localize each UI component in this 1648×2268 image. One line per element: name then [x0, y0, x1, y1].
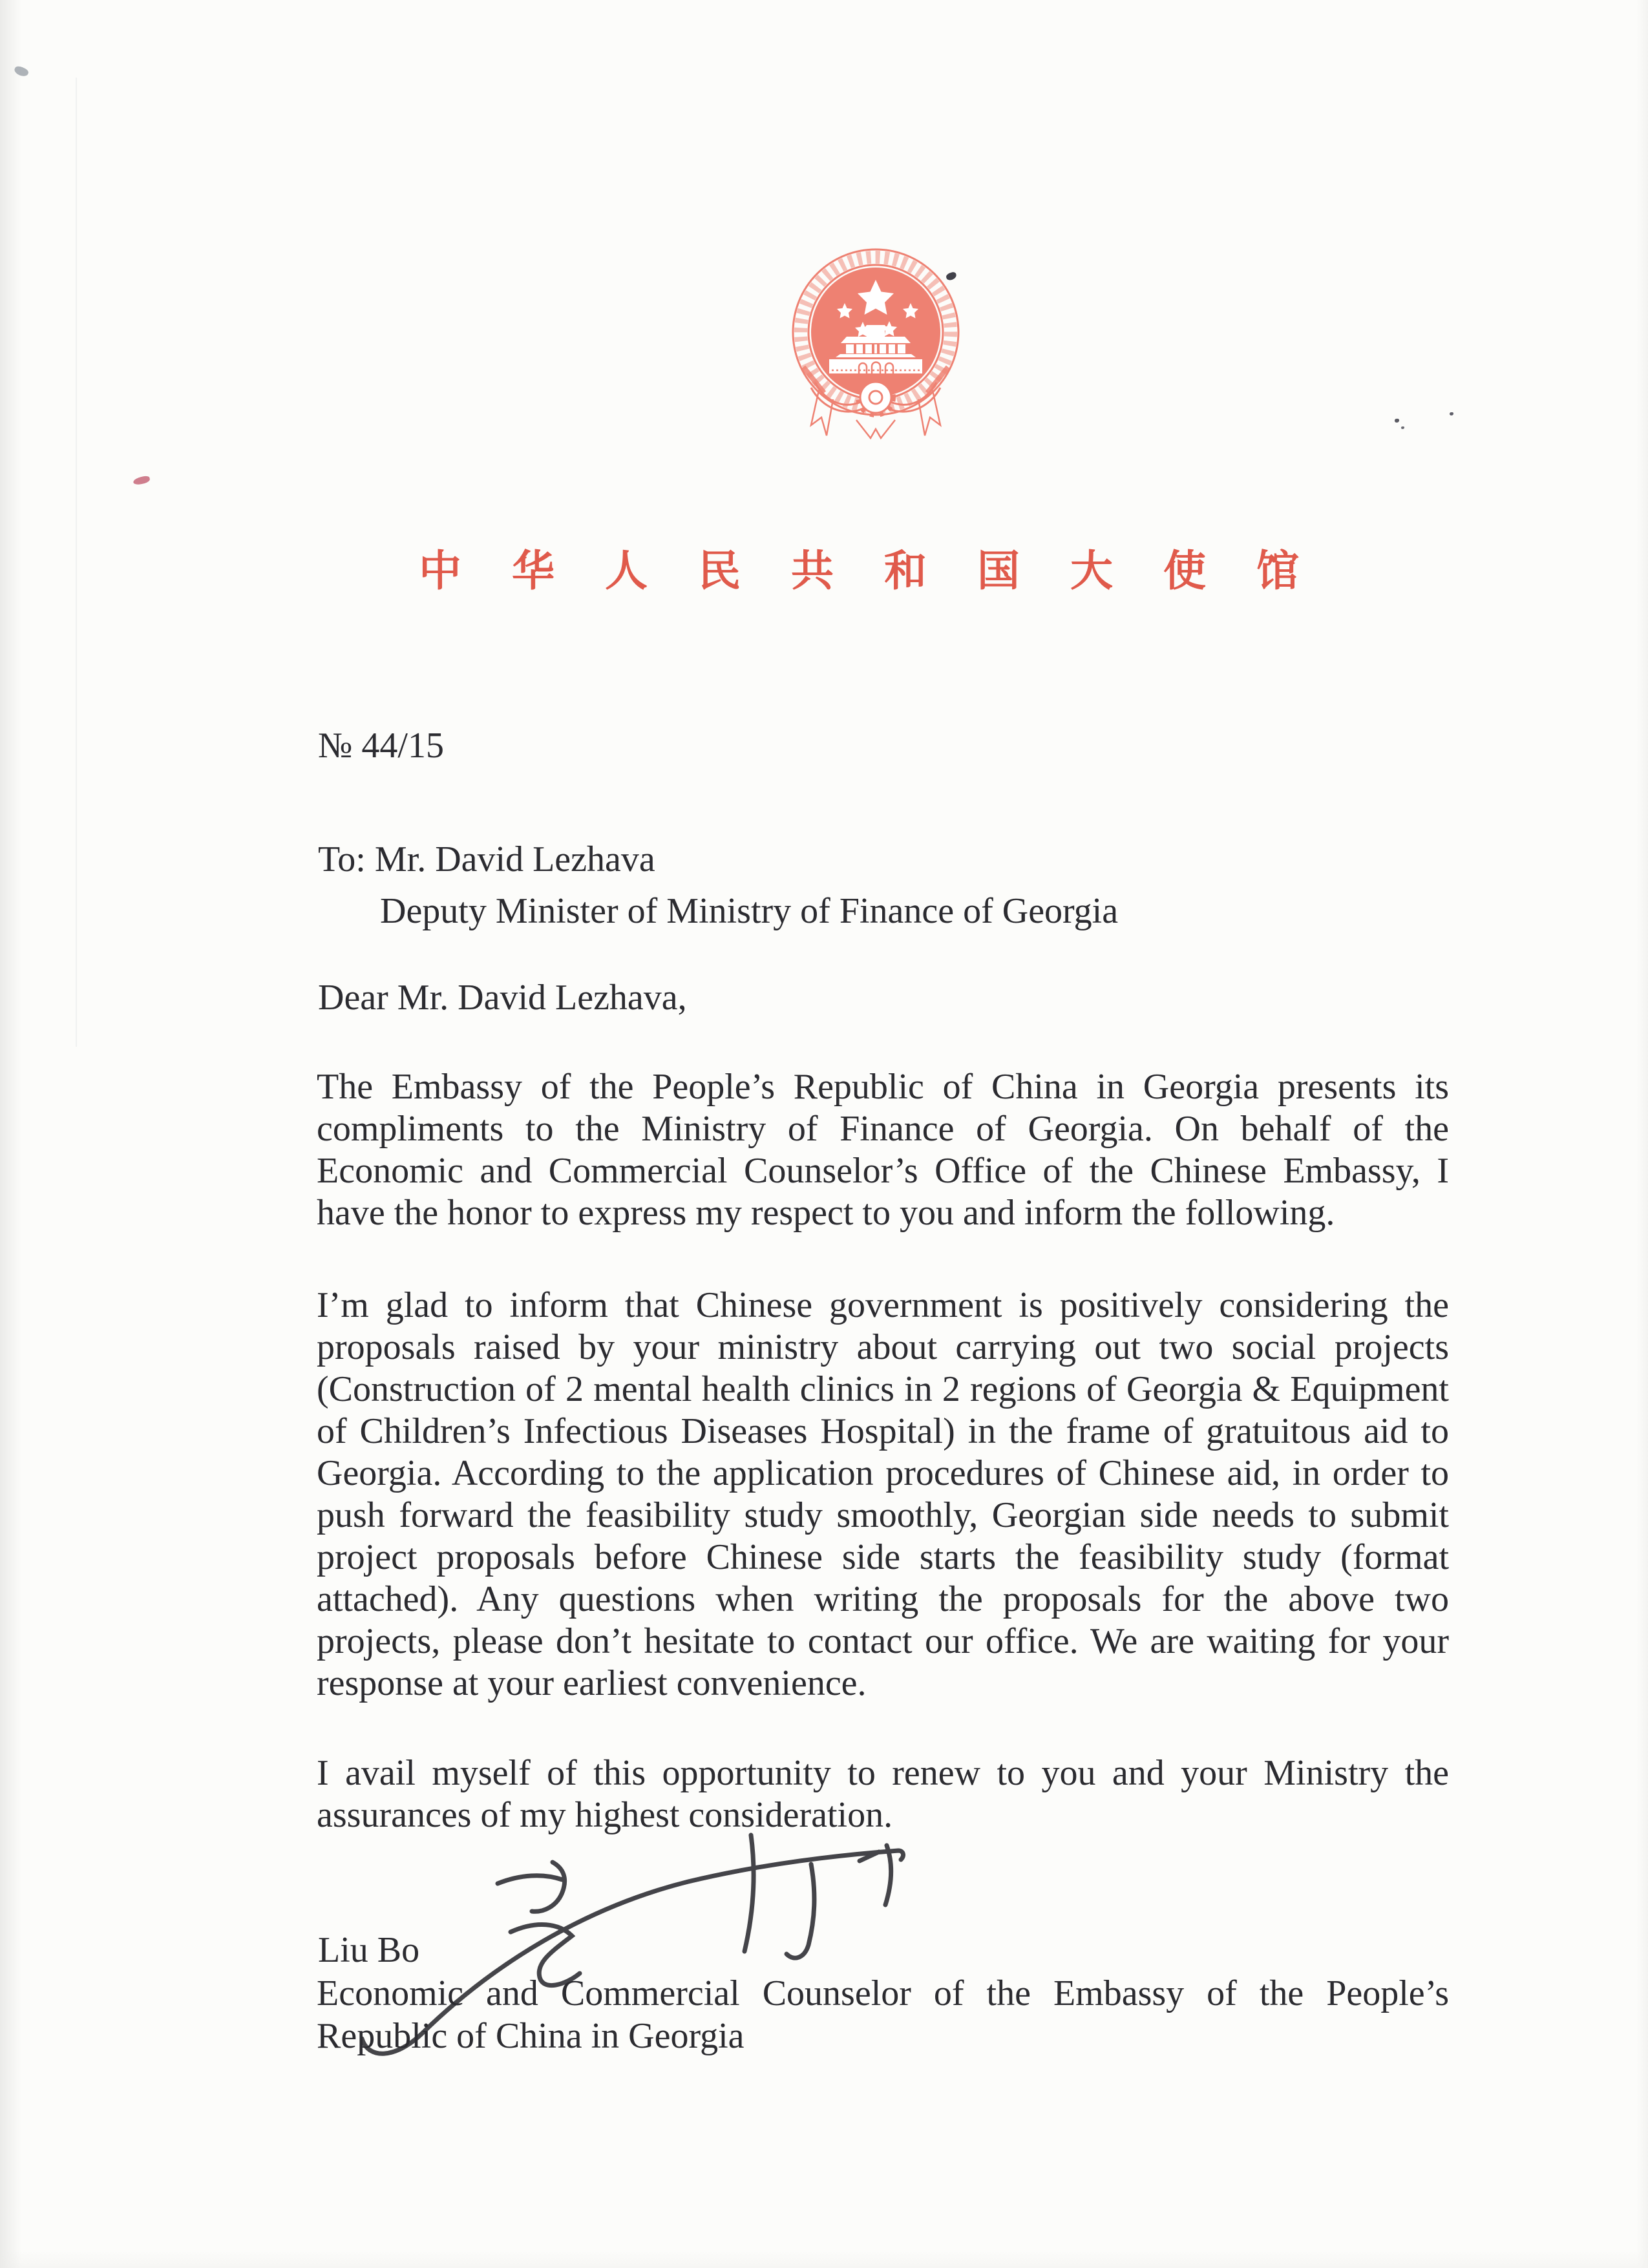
- ink-speck: [1401, 426, 1404, 429]
- signer-name: Liu Bo: [318, 1930, 420, 1970]
- recipient-title-line: Deputy Minister of Ministry of Finance of Georgia: [380, 891, 1119, 931]
- corner-smudge: [13, 65, 29, 78]
- body-paragraph-3: I avail myself of this opportunity to renew to you and your Ministry the assurances of my highest consideration.: [317, 1753, 1449, 1835]
- reference-number: № 44/15: [318, 726, 444, 766]
- recipient-to-line: To: Mr. David Lezhava: [318, 839, 655, 879]
- ink-speck: [1450, 412, 1453, 415]
- ink-speck: [1395, 419, 1399, 423]
- china-national-emblem-icon: [779, 240, 973, 454]
- recipient-block: [318, 834, 1118, 937]
- red-ink-smudge: [132, 475, 151, 485]
- signer-title: Economic and Commercial Counselor of the Embassy of the People’s Republic of China in Georgia: [317, 1973, 1449, 2056]
- body-paragraph-1: The Embassy of the People’s Republic of China in Georgia presents its compliments to the Ministry of Finance of Georgia. On behalf of the Economic and Commercial Counselor’s Office of the Chinese Embassy, I have the honor to express my respect to you and inform the following.: [317, 1067, 1449, 1233]
- salutation-line: Dear Mr. David Lezhava,: [318, 978, 687, 1018]
- paper-seam-line: [76, 78, 77, 1047]
- body-paragraph-2: I’m glad to inform that Chinese government is positively considering the proposals raised by your ministry about carrying out two social projects (Construction of 2 mental health clinics in 2 regions of Georgia & Equipment of Children’s Infectious Diseases Hospital) in the frame of gratuitous aid to Georgia. According to the application procedures of Chinese aid, in order to push forward the feasibility study smoothly, Georgian side needs to submit project proposals before Chinese side starts the feasibility study (format attached). Any questions when writing the proposals for the above two projects, please don’t hesitate to contact our office. We are waiting for your response at your earliest convenience.: [317, 1285, 1449, 1703]
- embassy-title-chinese: 中华人民共和国大使馆: [419, 548, 1349, 595]
